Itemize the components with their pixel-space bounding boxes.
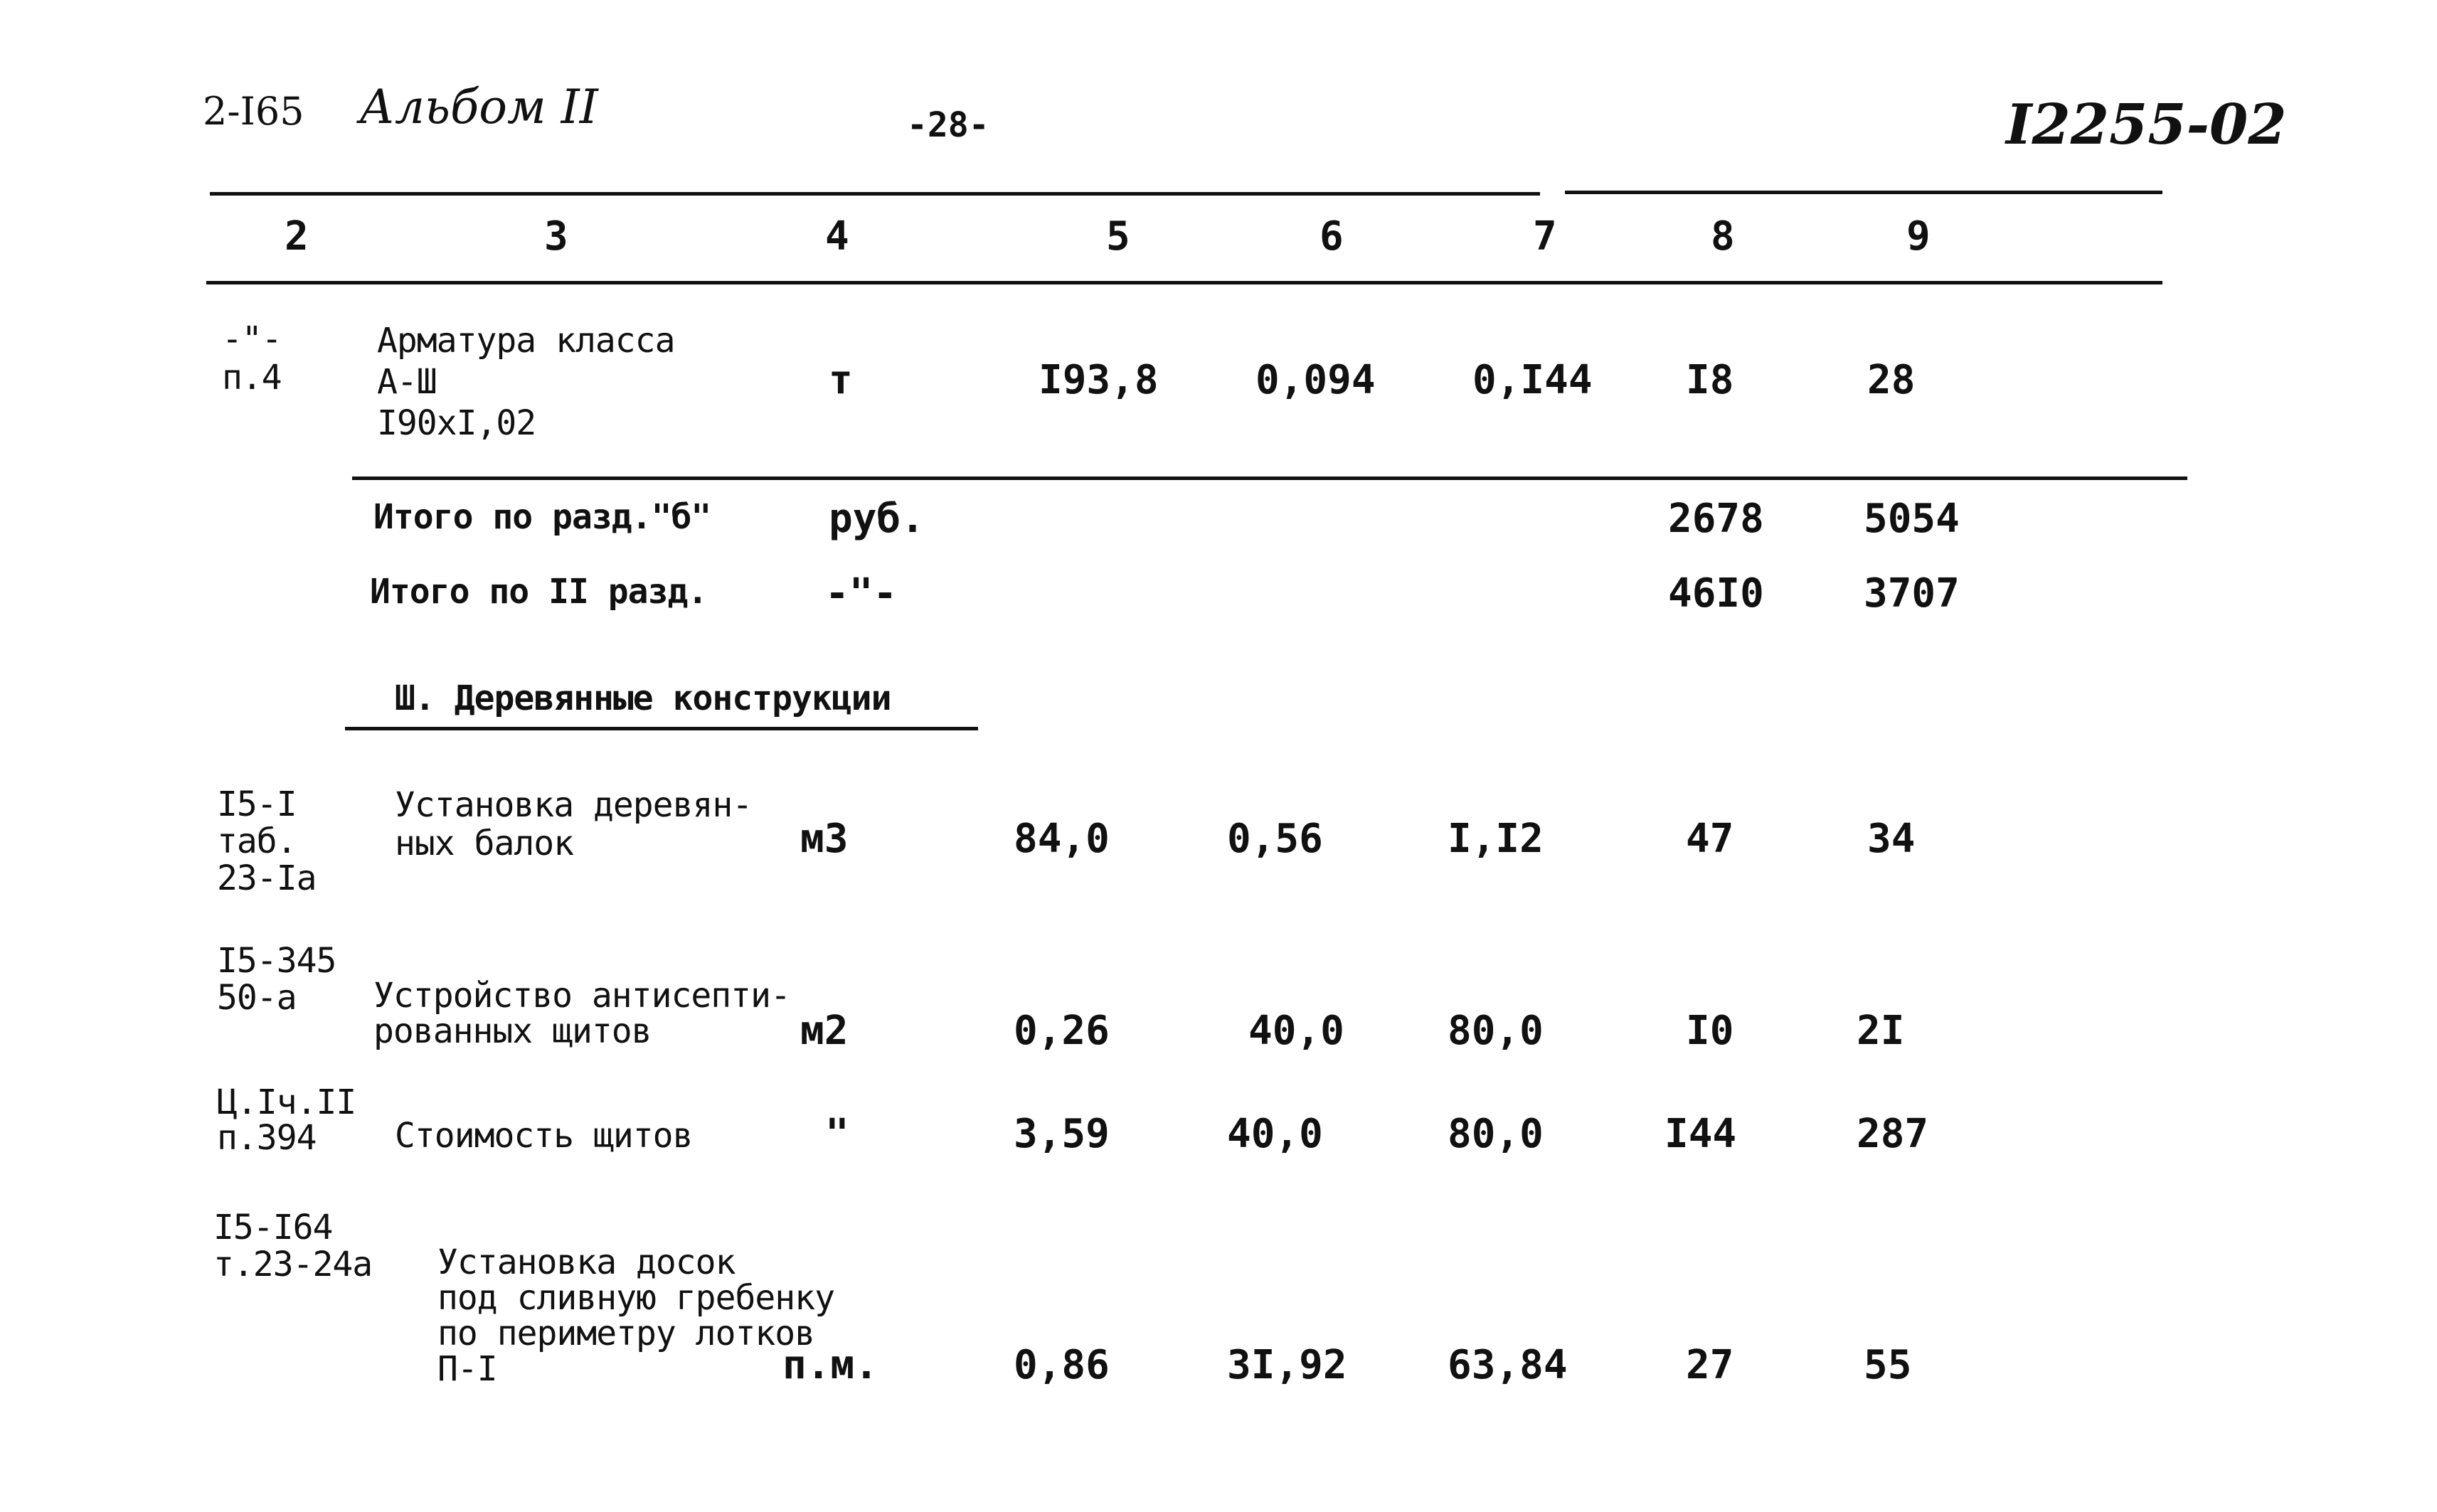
row4-unit: " (825, 1111, 849, 1157)
total-section-b-col9: 5054 (1864, 496, 1960, 542)
row1-reference: -"- п.4 (222, 319, 282, 398)
row1-description: Арматура класса А-Ш I90xI,02 (377, 321, 675, 443)
row4-col6: 40,0 (1227, 1111, 1323, 1157)
row1-unit: т (829, 357, 853, 403)
row5-unit: п.м. (782, 1342, 878, 1388)
row4-col5: 3,59 (1014, 1111, 1110, 1157)
column-header-7: 7 (1533, 213, 1557, 260)
row2-col6: 0,56 (1227, 816, 1323, 862)
row2-col7: I,I2 (1448, 816, 1544, 862)
row1-col5: I93,8 (1039, 357, 1159, 403)
total-section-2-label: Итого по II разд. (370, 572, 708, 612)
row3-unit: м2 (800, 1008, 849, 1054)
row3-description: Устройство антисепти- рованных щитов (373, 976, 790, 1051)
row3-col8: I0 (1686, 1008, 1734, 1054)
column-header-8: 8 (1711, 213, 1735, 260)
column-header-9: 9 (1906, 213, 1931, 260)
total-section-b-label: Итого по разд."б" (373, 497, 711, 537)
row3-col5: 0,26 (1014, 1008, 1110, 1054)
row1-col9: 28 (1867, 357, 1916, 403)
header-document-number: I2255-02 (2006, 92, 2287, 157)
row4-col8: I44 (1665, 1111, 1737, 1157)
row2-col9: 34 (1867, 816, 1916, 862)
top-rule-right (1565, 191, 2162, 194)
total-section-2-unit: -"- (825, 570, 898, 617)
row1-col6: 0,094 (1255, 357, 1376, 403)
column-header-5: 5 (1106, 213, 1130, 260)
row4-col9: 287 (1857, 1111, 1929, 1157)
row4-reference: Ц.Iч.II п.394 (217, 1082, 356, 1158)
header-code: 2-I65 (203, 89, 304, 134)
header-bottom-rule (206, 281, 2162, 284)
section-title: Ш. Деревянные конструкции (395, 678, 891, 718)
total-section-b-unit: руб. (829, 496, 925, 542)
row3-col7: 80,0 (1448, 1008, 1544, 1054)
row3-reference: I5-345 50-а (217, 941, 336, 1018)
top-rule-left (210, 192, 1540, 196)
row3-col6: 40,0 (1248, 1008, 1344, 1054)
column-header-6: 6 (1320, 213, 1344, 260)
header-page-number: -28- (907, 105, 989, 145)
total-section-2-col9: 3707 (1864, 570, 1960, 617)
section-title-underline (345, 727, 978, 730)
subtotal-rule (352, 477, 2187, 480)
row5-col7: 63,84 (1448, 1342, 1568, 1388)
row1-col8: I8 (1686, 357, 1734, 403)
row5-col5: 0,86 (1014, 1342, 1110, 1388)
row3-col9: 2I (1857, 1008, 1905, 1054)
row5-col9: 55 (1864, 1342, 1912, 1388)
row5-col6: 3I,92 (1227, 1342, 1347, 1388)
header-album: Альбом II (359, 80, 598, 134)
row4-col7: 80,0 (1448, 1111, 1544, 1157)
row5-reference: I5-I64 т.23-24а (213, 1208, 373, 1284)
row1-col7: 0,I44 (1472, 357, 1593, 403)
row2-col5: 84,0 (1014, 816, 1110, 862)
row2-description: Установка деревян- ных балок (395, 785, 753, 863)
row2-reference: I5-I таб. 23-Iа (217, 784, 317, 898)
row5-col8: 27 (1686, 1342, 1734, 1388)
total-section-2-col8: 46I0 (1668, 570, 1764, 617)
column-header-3: 3 (544, 213, 568, 260)
row2-unit: м3 (800, 816, 849, 862)
column-header-2: 2 (285, 213, 309, 260)
row5-description: Установка досок под сливную гребенку по периметру лотков П-I (437, 1242, 834, 1389)
row2-col8: 47 (1686, 816, 1734, 862)
total-section-b-col8: 2678 (1668, 496, 1764, 542)
column-header-4: 4 (825, 213, 849, 260)
row4-description: Стоимость щитов (395, 1116, 693, 1156)
